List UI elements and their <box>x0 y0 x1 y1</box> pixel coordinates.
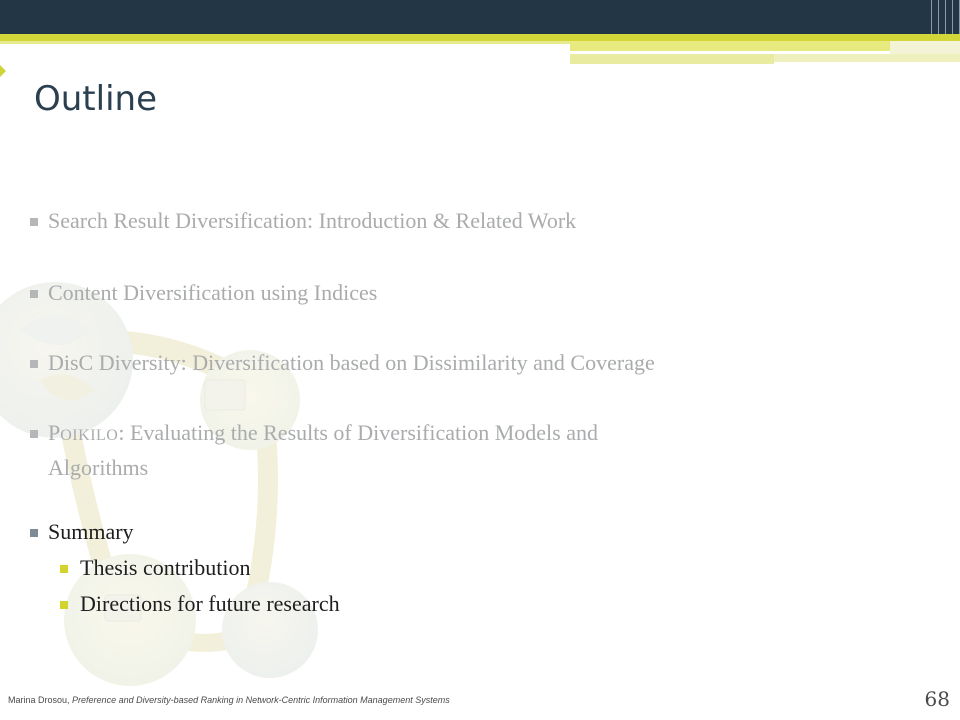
header-accent-bar-thin <box>0 41 570 44</box>
footer-thesis-title: Preference and Diversity-based Ranking in Network-Centric Information Management Systems <box>72 695 450 705</box>
square-bullet-icon <box>30 360 38 368</box>
outline-sub-item-label: Thesis contribution <box>80 555 251 580</box>
header-accent-block <box>570 41 890 51</box>
header-accent-block-fade <box>774 54 960 62</box>
outline-item <box>30 277 910 309</box>
header-accent-block-lower <box>570 54 774 64</box>
page-number: 68 <box>924 687 950 711</box>
outline-item-label: Summary <box>48 519 134 544</box>
square-bullet-icon <box>30 430 38 438</box>
outline-item-label-continued: Algorithms <box>48 455 149 480</box>
system-name-initial: P <box>48 420 61 445</box>
square-sub-bullet-icon <box>60 565 68 573</box>
header-accent-highlight <box>890 41 960 54</box>
outline-list <box>30 205 910 622</box>
outline-sub-item <box>48 586 910 622</box>
header-accent-bar <box>0 34 960 41</box>
square-bullet-icon <box>30 290 38 298</box>
system-name <box>48 420 118 445</box>
system-name-rest: OIKILO <box>60 427 119 444</box>
outline-sub-list <box>48 550 910 622</box>
square-bullet-icon <box>30 218 38 226</box>
outline-item-current <box>30 516 910 622</box>
square-sub-bullet-icon <box>60 601 68 609</box>
header-bar <box>0 0 960 34</box>
footer-author: Marina Drosou, <box>8 695 70 705</box>
square-bullet-icon <box>30 529 38 537</box>
outline-item-label: : Evaluating the Results of Diversification Models and <box>118 420 598 445</box>
outline-item <box>30 347 910 379</box>
outline-item-label: DisC Diversity: Diversification based on Dissimilarity and Coverage <box>48 350 655 375</box>
outline-item-label: Content Diversification using Indices <box>48 280 378 305</box>
outline-sub-item-label: Directions for future research <box>80 591 340 616</box>
outline-item <box>30 417 910 484</box>
footer-citation <box>8 694 450 706</box>
title-marker-icon <box>0 65 12 107</box>
outline-item-label: Search Result Diversification: Introduction & Related Work <box>48 208 577 233</box>
page-title: Outline <box>34 79 158 119</box>
header-stripes <box>928 0 960 34</box>
outline-sub-item <box>48 550 910 586</box>
outline-item <box>30 205 910 237</box>
